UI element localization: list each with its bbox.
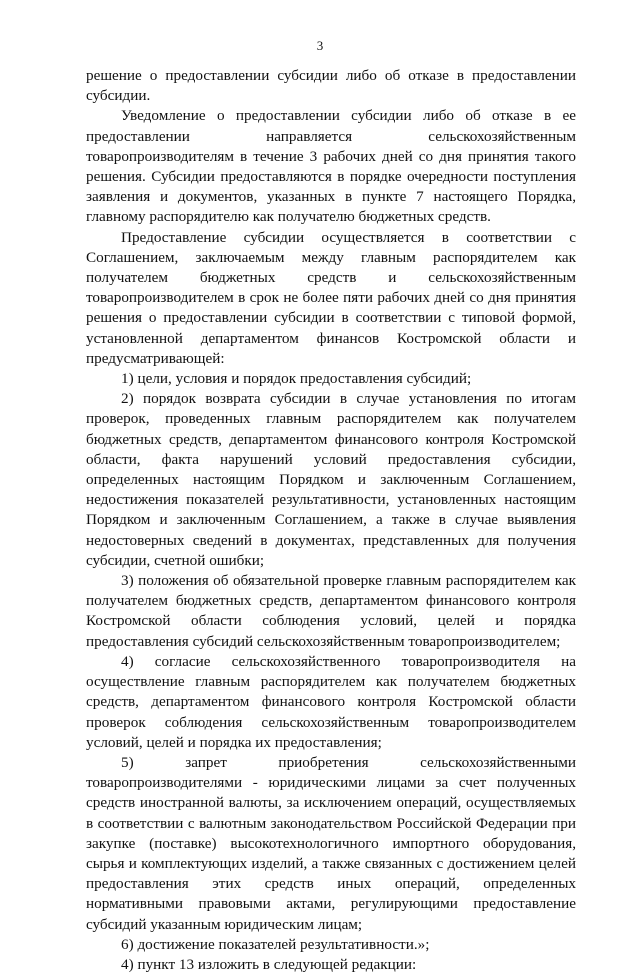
document-body bbox=[86, 66, 576, 975]
list-item-2: 2) порядок возврата субсидии в случае установления по итогам проверок, проведенных главным распорядителем как получателем бюджетных средств, департаментом финансового контроля Костромской области, факта нарушений условий предоставления субсидии, определенных настоящим Порядком и заключенным Соглашением, недостижения показателей результативности, установленных настоящим Порядком и заключенным Соглашением, а также в случае выявления недостоверных сведений в документах, представленных для получения субсидии, счетной ошибки; bbox=[86, 390, 576, 569]
amendment-item-4: 4) пункт 13 изложить в следующей редакции: bbox=[121, 955, 417, 973]
page-number: 3 bbox=[316, 38, 324, 53]
list-item-1: 1) цели, условия и порядок предоставления субсидий; bbox=[121, 370, 472, 388]
list-item-5: 5) запрет приобретения сельскохозяйственными товаропроизводителями - юридическими лицами за счет полученных средств иностранной валюты, за исключением операций, осуществляемых в соответствии с валютным законодательством Российской Федерации при закупке (поставке) высокотехнологичного импортного оборудования, сырья и комплектующих изделий, а также связанных с достижением целей предоставления этих средств иных операций, определенных нормативными правовыми актами, регулирующими предоставление субсидий указанным юридическим лицам; bbox=[86, 753, 576, 933]
paragraph-notification: Уведомление о предоставлении субсидии либо об отказе в ее предоставлении направляется сельскохозяйственным товаропроизводителям в течение 3 рабочих дней со дня принятия такого решения. Субсидии предоставляются в порядке очередности поступления заявления и документов, указанных в пункте 7 настоящего Порядка, главному распорядителю как получателю бюджетных средств. bbox=[86, 107, 576, 226]
paragraph-agreement: Предоставление субсидии осуществляется в соответствии с Соглашением, заключаемым между главным распорядителем как получателем бюджетных средств и сельскохозяйственным товаропроизводителем в срок не более пяти рабочих дней со дня принятия решения о предоставлении субсидии в соответствии с типовой формой, установленной департаментом финансов Костромской области и предусматривающей: bbox=[86, 228, 576, 367]
paragraph-continuation: решение о предоставлении субсидии либо об отказе в предоставлении субсидии. bbox=[86, 67, 576, 105]
list-item-4: 4) согласие сельскохозяйственного товаропроизводителя на осуществление главным распорядителем как получателем бюджетных средств, департаментом финансового контроля Костромской области проверок соблюдения сельскохозяйственным товаропроизводителем условий, целей и порядка их предоставления; bbox=[86, 652, 576, 751]
list-item-6: 6) достижение показателей результативности.»; bbox=[121, 935, 430, 953]
list-item-3: 3) положения об обязательной проверке главным распорядителем как получателем бюджетных средств, департаментом финансового контроля Костромской области соблюдения условий, целей и порядка предоставления субсидий сельскохозяйственным товаропроизводителем; bbox=[86, 572, 576, 650]
